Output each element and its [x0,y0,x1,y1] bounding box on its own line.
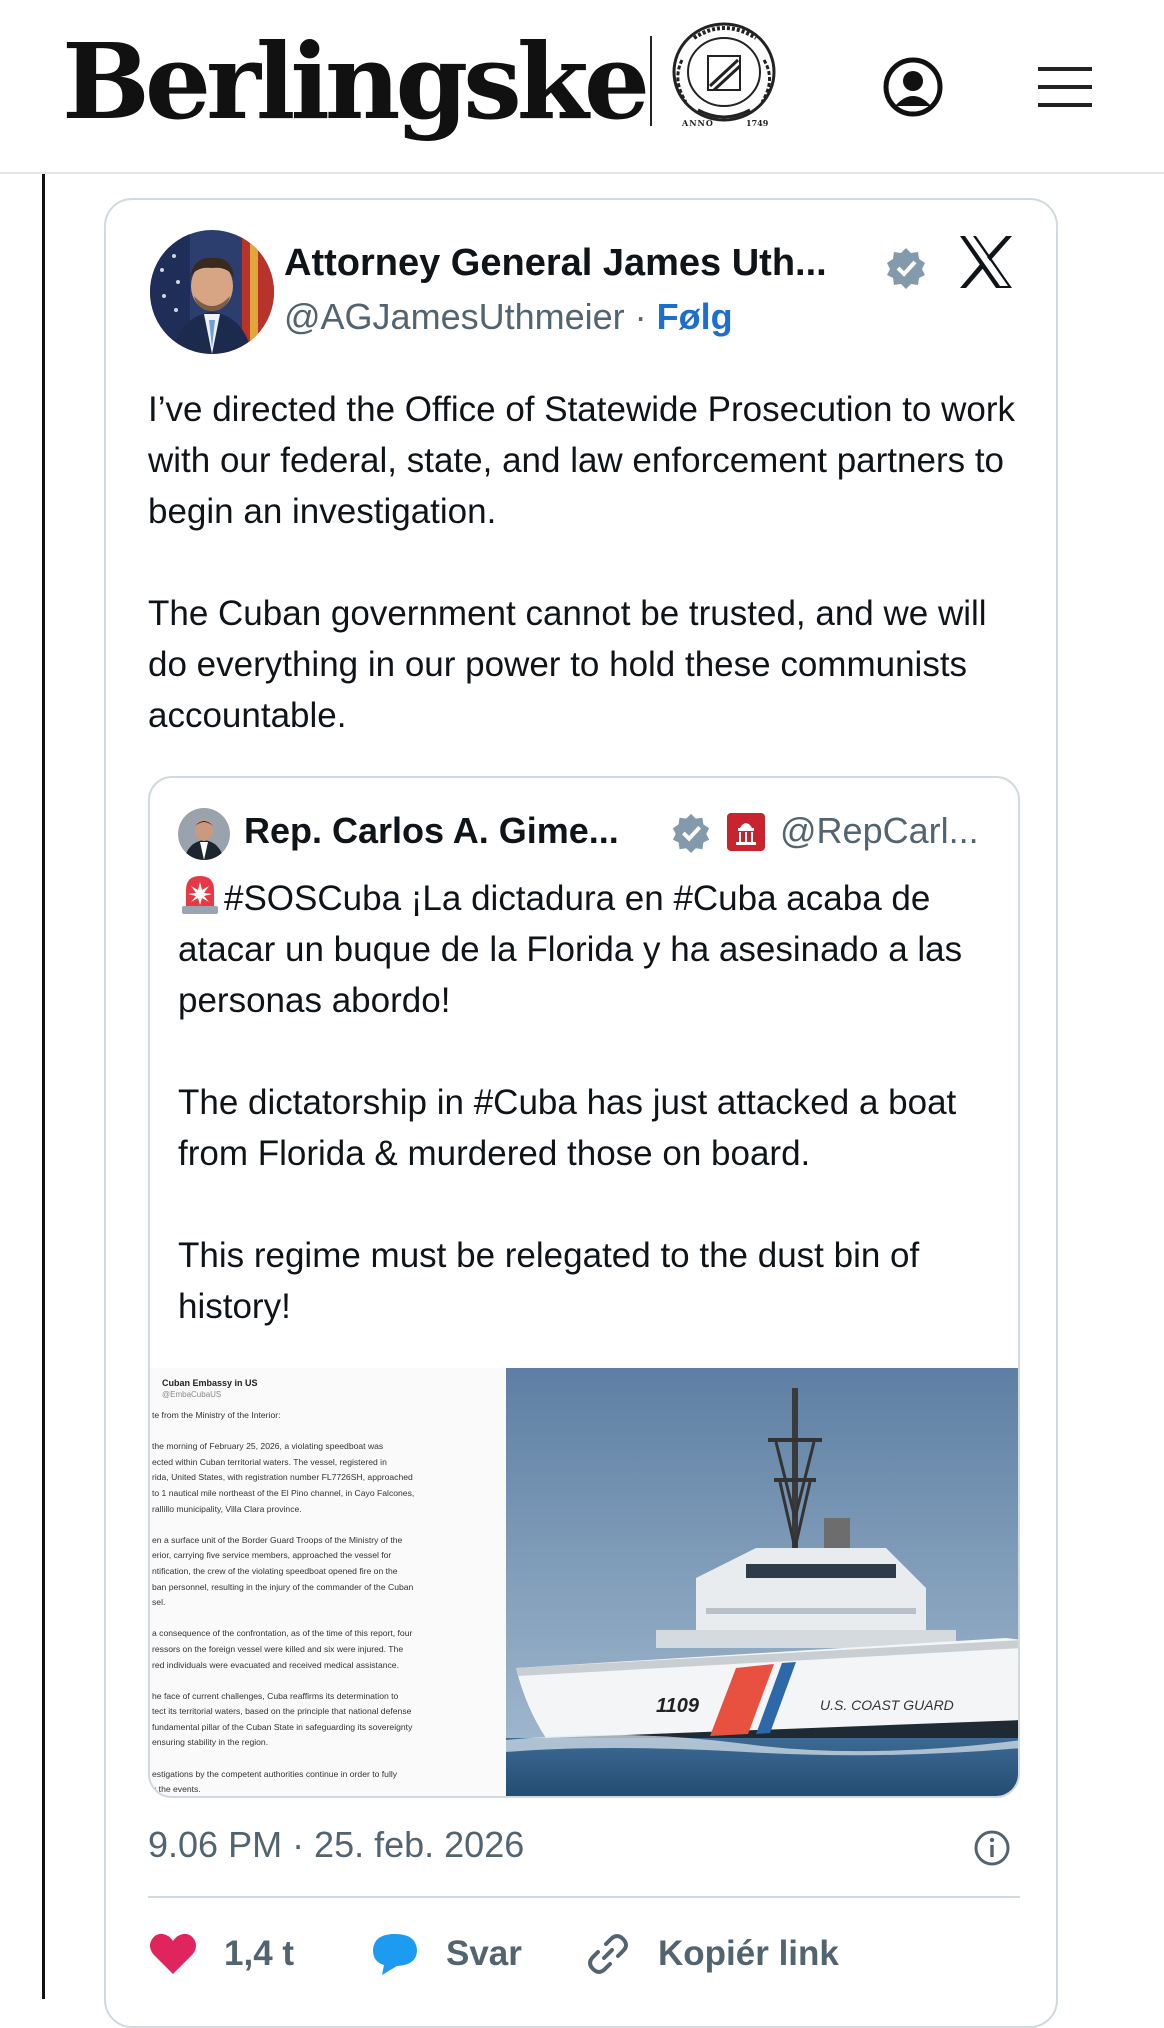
follow-link[interactable]: Følg [656,296,733,337]
coast-guard-ship-image [506,1368,1020,1798]
quoted-author-avatar[interactable] [178,808,230,860]
quoted-tweet-media[interactable] [150,1368,1020,1798]
author-handle[interactable]: @AGJamesUthmeier [284,296,625,337]
coast-guard-ship-photo[interactable] [506,1368,1020,1798]
handle-separator: · [624,296,657,337]
berlingske-logo[interactable]: Berlingske [62,20,645,143]
tweet-text: I’ve directed the Office of Statewide Prosecution to work with our federal, state, and law enforcement partners to begin an investigation. The Cuban government cannot be trusted, and we will do everything in our power to hold these communists accountable. [148,390,1016,735]
verified-badge-icon [670,812,712,854]
logo-divider [650,36,652,126]
menu-button[interactable] [1030,60,1100,114]
hull-text: U.S. COAST GUARD [820,1697,954,1713]
author-avatar-image [150,230,274,354]
seal-anno-text: ANNO [682,118,714,128]
siren-emoji-icon [178,872,222,916]
actions-divider [148,1896,1020,1898]
embassy-statement-image[interactable] [150,1368,506,1798]
quoted-tweet-text-block [178,872,1008,1332]
quoted-author-name[interactable]: Rep. Carlos A. Gime... [244,810,619,851]
hamburger-menu-icon [1034,64,1096,110]
like-count: 1,4 t [224,1934,295,1973]
quoted-tweet-text: #SOSCuba ¡La dictadura en #Cuba acaba de atacar un buque de la Florida y ha asesinado a las personas abordo! The dictatorship in #Cuba has just attacked a boat from Florida & murdered those on board. This regime must be relegated to the dust bin of history! [178,879,963,1326]
copy-link-button[interactable] [584,1926,839,1982]
verified-badge-icon [884,246,928,290]
reply-label: Svar [446,1934,522,1973]
article-left-rule [42,174,45,1999]
hull-number: 1109 [656,1695,700,1717]
doc-handle: @EmbaCubaUS [162,1390,222,1399]
heart-icon [148,1932,198,1976]
seal-year-text: 1749 [746,118,769,128]
author-handle-line [284,296,733,338]
like-button[interactable] [148,1926,294,1982]
reply-button[interactable] [370,1926,522,1982]
seal-emblem-icon [664,20,786,132]
copy-link-label: Kopiér link [658,1934,839,1973]
quoted-avatar-image [178,808,230,860]
link-icon [584,1930,632,1978]
speech-bubble-icon [370,1931,420,1977]
info-icon[interactable] [972,1828,1012,1868]
doc-author: Cuban Embassy in US [162,1378,258,1388]
doc-body-text: te from the Ministry of the Interior: the morning of February 25, 2026, a violating speedboat was ected within Cuban territorial waters. The vessel, registered in rida, United States, with registration number FL7726SH, approached to 1 nautical mile northeast of the El Pino channel, in Cayo Falcones, rallillo municipality, Villa Clara province. en a surface unit of the Border Guard Troops of the Ministry of the erior, carrying five service members, approached the vessel for ntification, the crew of the violating speedboat opened fire on the ban personnel, resulting in the injury of the commander of the Cuban sel. a consequence of the confrontation, as of the time of this report, four ressors on the foreign vessel were killed and six were injured. The red individuals were evacuated and received medical assistance. he face of current challenges, Cuba reaffirms its determination to tect its territorial waters, based on the principle that national defense fundamental pillar of the Cuban State in safeguarding its sovereignty ensuring stability in the region. estigations by the competent authorities continue in order to fully y the events. [152,1410,415,1795]
tweet-timestamp[interactable]: 9.06 PM · 25. feb. 2026 [148,1824,525,1865]
site-header [0,0,1164,174]
account-button[interactable] [880,54,946,120]
embedded-tweet[interactable] [104,198,1058,2028]
author-avatar[interactable] [150,230,274,354]
quoted-tweet[interactable] [148,776,1020,1798]
quoted-author-handle[interactable]: @RepCarl... [780,810,979,851]
capitol-affiliation-icon [726,812,766,852]
x-logo-icon[interactable] [956,234,1016,290]
user-circle-icon [882,56,944,118]
author-name[interactable]: Attorney General James Uth... [284,242,827,284]
